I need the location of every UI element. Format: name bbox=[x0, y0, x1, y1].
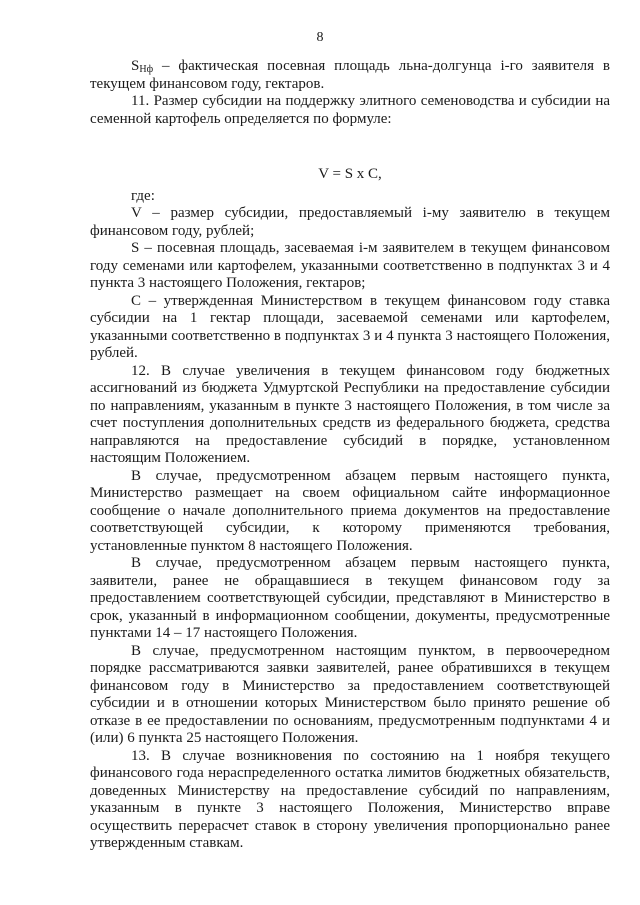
paragraph-12-second: В случае, предусмотренном абзацем первым настоящего пункта, Министерство размещает на своем официальном сайте информационное сообщение о начале дополнительного приема документов на предоставление соответствующей субсидии, к которому применяются требования, установленные пунктом 8 настоящего Положения. bbox=[90, 467, 610, 554]
document-body bbox=[90, 58, 610, 853]
definition-v: V – размер субсидии, предоставляемый i-му заявителю в текущем финансовом году, рублей; bbox=[90, 205, 610, 239]
page-number: 8 bbox=[316, 30, 324, 45]
paragraph-13: 13. В случае возникновения по состоянию на 1 ноября текущего финансового года нераспределенного остатка лимитов бюджетных обязательств, доведенных Министерству на предоставление субсидий по направлениям, указанным в пункте 3 настоящего Положения, Министерство вправе осуществить перерасчет ставок в сторону увеличения пропорционально ранее утвержденным ставкам. bbox=[90, 747, 610, 851]
definition-sn bbox=[90, 58, 610, 93]
paragraph-12: 12. В случае увеличения в текущем финансовом году бюджетных ассигнований из бюджета Удмуртской Республики на предоставление субсидии по направлениям, указанным в пункте 3 настоящего Положения, в том числе за счет поступления дополнительных средств из федерального бюджета, средства направляются на предоставление субсидий в порядке, установленном настоящим Положением. bbox=[90, 362, 610, 466]
sn-symbol: S bbox=[131, 58, 140, 74]
paragraph-11: 11. Размер субсидии на поддержку элитного семеноводства и субсидии на семенной картофель определяется по формуле: bbox=[90, 93, 610, 127]
paragraph-12-third: В случае, предусмотренном абзацем первым настоящего пункта, заявители, ранее не обращавшиеся в текущем финансовом году за предоставлением соответствующей субсидии, представляют в Министерство в срок, указанный в информационном сообщении, документы, предусмотренные пунктами 14 – 17 настоящего Положения. bbox=[90, 555, 610, 641]
paragraph-12-fourth: В случае, предусмотренном настоящим пунктом, в первоочередном порядке рассматриваются заявки заявителей, ранее обратившихся в текущем финансовом году в Министерство за предоставлением соответствующей субсидии и в отношении которых Министерством было принято решение об отказе в ее предоставлении по основаниям, предусмотренным подпунктами 4 и (или) 6 пункта 25 настоящего Положения. bbox=[90, 642, 610, 746]
sn-subscript: Нф bbox=[139, 64, 154, 75]
where-label: где: bbox=[131, 187, 155, 204]
definition-s: S – посевная площадь, засеваемая i-м заявителем в текущем финансовом году семенами или картофелем, указанными соответственно в подпунктах 3 и 4 пункта 3 настоящего Положения, гектаров; bbox=[90, 240, 610, 291]
definition-c: С – утвержденная Министерством в текущем финансовом году ставка субсидии на 1 гектар площади, засеваемой семенами или картофелем, указанными соответственно в подпунктах 3 и 4 пункта 3 настоящего Положения, рублей. bbox=[90, 292, 610, 361]
formula: V = S x C, bbox=[318, 166, 382, 182]
sn-definition-text: – фактическая посевная площадь льна-долгунца i-го заявителя в текущем финансовом году, гектаров. bbox=[90, 58, 610, 92]
